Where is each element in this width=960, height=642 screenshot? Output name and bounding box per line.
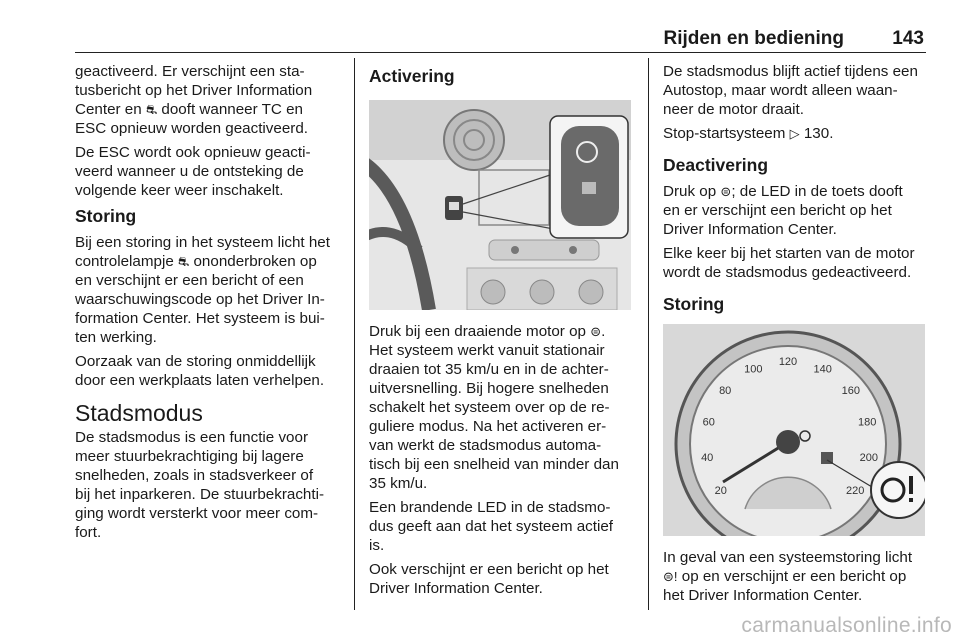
gauge-label: 20 bbox=[714, 484, 727, 497]
paragraph: Druk op ⊜; de LED in de toets dooft en er verschijnt een bericht op het Driver Information Center. bbox=[663, 183, 903, 238]
gauge-label: 200 bbox=[859, 452, 878, 465]
page-number: 143 bbox=[892, 28, 924, 49]
paragraph: Ook verschijnt er een bericht op het Driver Information Center. bbox=[369, 561, 609, 597]
gauge-label: 40 bbox=[701, 452, 714, 465]
heading-storing: Storing bbox=[663, 294, 725, 314]
gauge-label: 100 bbox=[744, 363, 763, 376]
paragraph: De stadsmodus is een functie voor meer stuurbekrachtiging bij lagere snelheden, zoals in stadsverkeer of bij het inparkeren. De stuurbekrachti- ging wordt versterkt voor meer com- fort. bbox=[75, 429, 325, 541]
city-mode-fault-icon: ⊜! bbox=[663, 569, 678, 584]
watermark: carmanualsonline.info bbox=[741, 614, 952, 637]
paragraph: geactiveerd. Er verschijnt een sta- tusbericht op het Driver Information Center en ⛐ dooft wanneer TC en ESC opnieuw worden geactiveerd. bbox=[75, 63, 313, 137]
gauge-label: 80 bbox=[719, 385, 732, 398]
page-header bbox=[75, 26, 926, 53]
paragraph: Een brandende LED in de stadsmo- dus geeft aan dat het systeem actief is. bbox=[369, 499, 613, 554]
paragraph: Druk bij een draaiende motor op ⊜. Het systeem werkt vanuit stationair draaien tot 35 km/u en in de achter- uitversnelling. Bij hogere snelheden schakelt het systeem over op de re- guliere modus. Na het activeren er- van werkt de stadsmodus automa- tisch bij een snelheid van minder dan 35 km/u. bbox=[369, 323, 619, 492]
heading-activering: Activering bbox=[369, 66, 455, 86]
speedometer-illustration bbox=[663, 324, 925, 536]
paragraph: Bij een storing in het systeem licht het controlelampje ⛐ ononderbroken op en verschijnt er een bericht of een waarschuwingscode op het Driver In- formation Center. Het systeem is bui- ten werking. bbox=[75, 234, 330, 346]
gauge-label: 140 bbox=[813, 363, 832, 376]
column-2 bbox=[369, 62, 634, 603]
paragraph: De ESC wordt ook opnieuw geacti- veerd wanneer u de ontsteking de volgende keer weer inschakelt. bbox=[75, 144, 311, 199]
heading-storing: Storing bbox=[75, 206, 137, 226]
column-3 bbox=[663, 62, 928, 610]
gauge-label: 220 bbox=[846, 484, 865, 497]
paragraph: In geval van een systeemstoring licht ⊜! op en verschijnt er een bericht op het Driver Information Center. bbox=[663, 549, 913, 604]
gauge-label: 60 bbox=[702, 416, 715, 429]
paragraph: Oorzaak van de storing onmiddellijk door een werkplaats laten verhelpen. bbox=[75, 353, 325, 389]
page-title: Rijden en bediening bbox=[663, 28, 844, 49]
paragraph: De stadsmodus blijft actief tijdens een Autostop, maar wordt alleen waan- neer de motor draait. bbox=[663, 63, 918, 118]
city-mode-icon: ⊜ bbox=[590, 324, 602, 339]
paragraph: Elke keer bij het starten van de motor wordt de stadsmodus gedeactiveerd. bbox=[663, 245, 915, 281]
cross-reference: Stop-startsysteem ▷ 130. bbox=[663, 125, 834, 142]
traction-control-icon: ⛐ bbox=[145, 102, 158, 117]
heading-stadsmodus: Stadsmodus bbox=[75, 400, 203, 426]
gauge-label: 160 bbox=[841, 385, 860, 398]
city-mode-icon: ⊜ bbox=[720, 184, 732, 199]
gauge-label: 180 bbox=[858, 416, 877, 429]
column-divider bbox=[354, 58, 355, 610]
dashboard-button-illustration bbox=[369, 100, 631, 310]
column-1 bbox=[75, 62, 340, 547]
heading-deactivering: Deactivering bbox=[663, 155, 769, 175]
column-divider bbox=[648, 58, 649, 610]
traction-control-icon: ⛐ bbox=[178, 254, 190, 269]
gauge-label: 120 bbox=[778, 355, 798, 368]
page-reference-icon: ▷ bbox=[789, 126, 800, 141]
